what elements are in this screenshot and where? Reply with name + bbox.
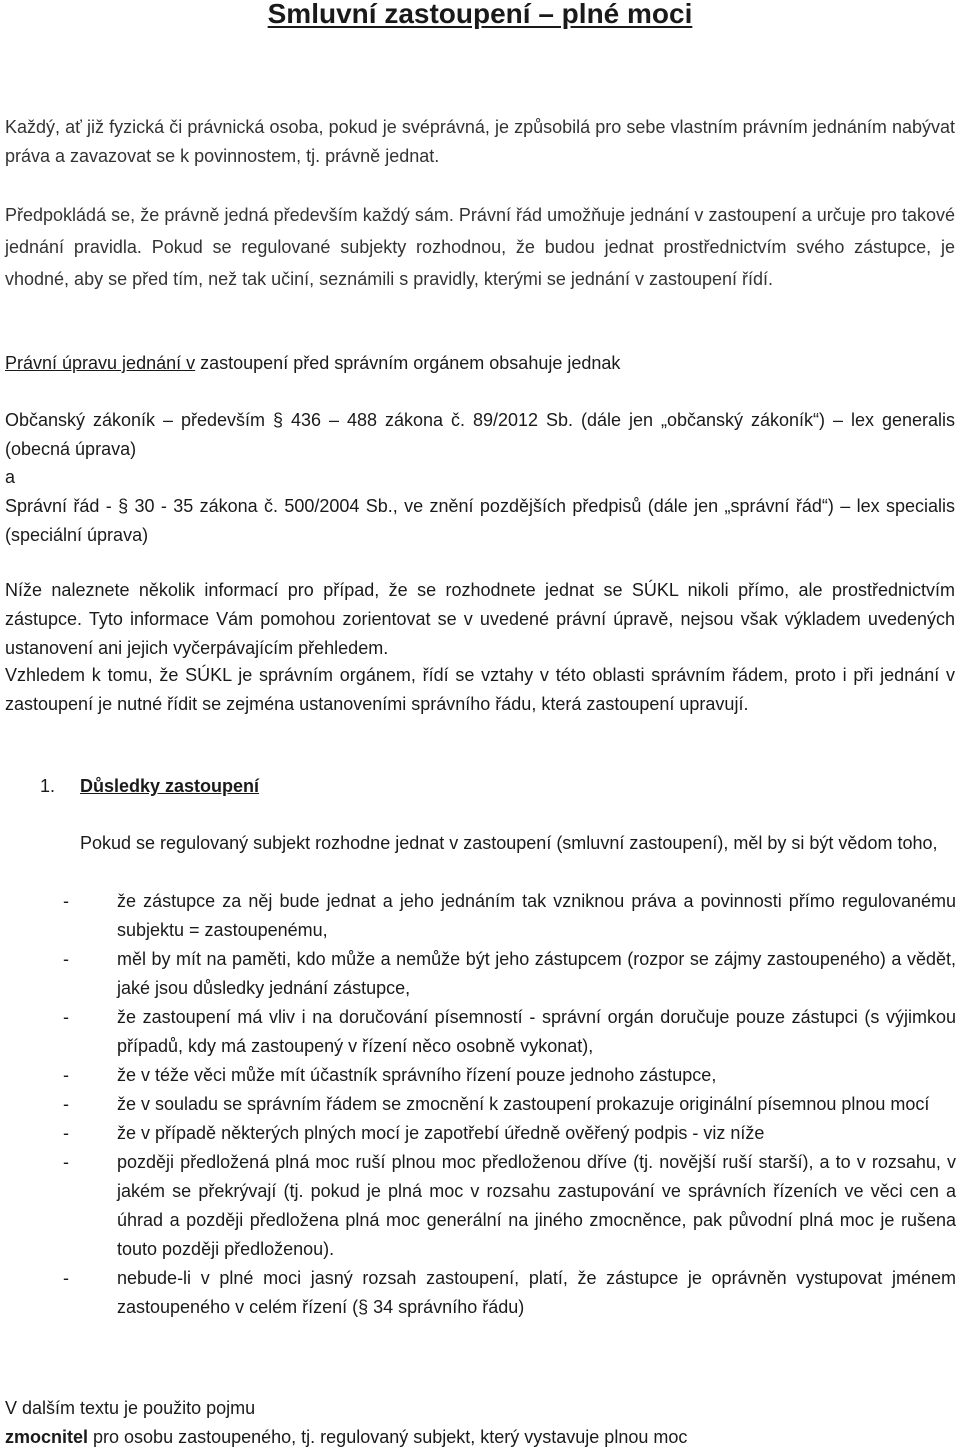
info-paragraph-2: Vzhledem k tomu, že SÚKL je správním orgánem, řídí se vztahy v této oblasti správním řádem, proto i při jednání v zastoupení je nutné řídit se zejména ustanoveními správního řádu, která zastoupení upravují. — [5, 665, 955, 714]
list-dash: - — [63, 1007, 69, 1027]
list-dash: - — [63, 1268, 69, 1288]
footer-line-2-rest: pro osobu zastoupeného, tj. regulovaný subjekt, který vystavuje plnou moc — [88, 1427, 688, 1447]
list-item: - měl by mít na paměti, kdo může a nemůže být jeho zástupcem (rozpor se zájmy zastoupeného) a vědět, jaké jsou důsledky jednání zástupce, — [63, 945, 956, 1003]
legal-intro — [5, 349, 955, 378]
list-item: - že v případě některých plných mocí je zapotřebí úředně ověřený podpis - viz níže — [63, 1119, 956, 1148]
section-1-title: Důsledky zastoupení — [80, 776, 260, 796]
list-dash: - — [63, 1123, 69, 1143]
list-item: - nebude-li v plné moci jasný rozsah zastoupení, platí, že zástupce je oprávněn vystupovat jménem zastoupeného v celém řízení (§ 34 správního řádu) — [63, 1264, 956, 1322]
section-1-intro: Pokud se regulovaný subjekt rozhodne jednat v zastoupení (smluvní zastoupení), měl by si být vědom toho, — [80, 833, 938, 853]
legal-intro-underlined: Právní úpravu jednání v — [5, 353, 196, 373]
intro-paragraph-2: Předpokládá se, že právně jedná především každý sám. Právní řád umožňuje jednání v zastoupení a určuje pro takové jednání pravidla. Pokud se regulované subjekty rozhodnou, že budou jednat prostřednictvím svého zástupce, je vhodné, aby se před tím, než tak učiní, seznámili s pravidly, kterými se jednání v zastoupení řídí. — [5, 205, 955, 289]
info-paragraph-1: Níže naleznete několik informací pro případ, že se rozhodnete jednat se SÚKL nikoli přímo, ale prostřednictvím zástupce. Tyto informace Vám pomohou zorientovat se v uvedené právní úpravě, nejsou však výkladem uvedených ustanovení ani jejich vyčerpávajícím přehledem. — [5, 580, 955, 658]
list-dash: - — [63, 949, 69, 969]
legal-civil-code: Občanský zákoník – především § 436 – 488 zákona č. 89/2012 Sb. (dále jen „občanský zákoník“) – lex generalis (obecná úprava) — [5, 410, 955, 459]
footer-line-2 — [5, 1423, 955, 1452]
list-item: - že v téže věci může mít účastník správního řízení pouze jednoho zástupce, — [63, 1061, 956, 1090]
list-item: - že v souladu se správním řádem se zmocnění k zastoupení prokazuje originální písemnou plnou mocí — [63, 1090, 956, 1119]
legal-intro-rest: zastoupení před správním orgánem obsahuje jednak — [195, 353, 621, 373]
list-item: - že zástupce za něj bude jednat a jeho jednáním tak vzniknou práva a povinnosti přímo regulovanému subjektu = zastoupenému, — [63, 887, 956, 945]
section-1-heading — [40, 772, 259, 801]
intro-paragraph-1: Každý, ať již fyzická či právnická osoba, pokud je svéprávná, je způsobilá pro sebe vlastním právním jednáním nabývat práva a zavazovat se k povinnostem, tj. právně jednat. — [5, 117, 955, 166]
section-1-number: 1. — [40, 776, 56, 796]
footer-term: zmocnitel — [5, 1427, 89, 1447]
list-item: - později předložená plná moc ruší plnou moc předloženou dříve (tj. novější ruší starší), a to v rozsahu, v jakém se překrývají (tj. pokud je plná moc v rozsahu zastupování ve správních řízeních ve věci cen a úhrad a později předložena plná moc generální na jiného zmocněnce, pak původní plná moc je rušena touto později předloženou). — [63, 1148, 956, 1264]
list-item: - že zastoupení má vliv i na doručování písemností - správní orgán doručuje pouze zástupci (s výjimkou případů, kdy má zastoupený v řízení něco osobně vykonat), — [63, 1003, 956, 1061]
consequences-list — [63, 887, 956, 1322]
legal-administrative-code: Správní řád - § 30 - 35 zákona č. 500/2004 Sb., ve znění pozdějších předpisů (dále jen „správní řád“) – lex specialis (speciální úprava) — [5, 496, 955, 545]
footer-line-1: V dalším textu je použito pojmu — [5, 1398, 256, 1418]
list-dash: - — [63, 1094, 69, 1114]
document-title: Smluvní zastoupení – plné moci — [267, 0, 693, 29]
list-dash: - — [63, 1152, 69, 1172]
list-dash: - — [63, 891, 69, 911]
list-dash: - — [63, 1065, 69, 1085]
legal-conjunction: a — [5, 467, 16, 487]
